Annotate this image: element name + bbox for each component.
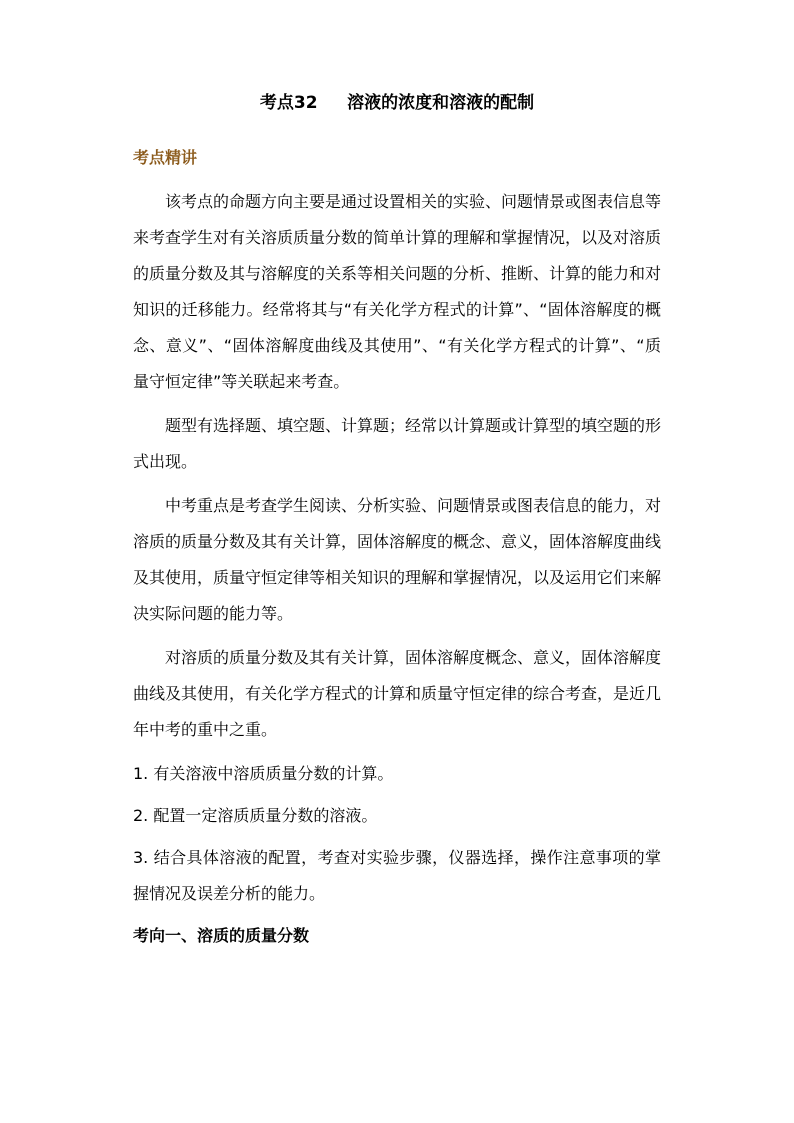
page-title: 考点32 溶液的浓度和溶液的配制 <box>259 93 535 113</box>
document-page <box>133 88 661 954</box>
section-label: 考点精讲 <box>133 148 198 167</box>
paragraph: 对溶质的质量分数及其有关计算，固体溶解度概念、意义，固体溶解度曲线及其使用，有关化学方程式的计算和质量守恒定律的综合考查，是近几年中考的重中之重。 <box>133 648 662 739</box>
list-item: 2. 配置一定溶质质量分数的溶液。 <box>133 806 378 825</box>
paragraph: 该考点的命题方向主要是通过设置相关的实验、问题情景或图表信息等来考查学生对有关溶质质量分数的简单计算的理解和掌握情况，以及对溶质的质量分数及其与溶解度的关系等相关问题的分析、推断、计算的能力和对知识的迁移能力。经常将其与“有关化学方程式的计算”、“固体溶解度的概念、意义”、“固体溶解度曲线及其使用”、“有关化学方程式的计算”、“质量守恒定律”等关联起来考查。 <box>133 192 662 391</box>
list-item: 3. 结合具体溶液的配置，考查对实验步骤，仪器选择，操作注意事项的掌握情况及误差分析的能力。 <box>133 848 661 903</box>
list-item: 1. 有关溶液中溶质质量分数的计算。 <box>133 764 394 783</box>
numbered-list <box>133 756 661 912</box>
subheading: 考向一、溶质的质量分数 <box>133 926 310 945</box>
paragraph-list <box>133 184 661 748</box>
paragraph: 题型有选择题、填空题、计算题；经常以计算题或计算型的填空题的形式出现。 <box>133 416 662 471</box>
paragraph: 中考重点是考查学生阅读、分析实验、问题情景或图表信息的能力，对溶质的质量分数及其有关计算，固体溶解度的概念、意义，固体溶解度曲线及其使用，质量守恒定律等相关知识的理解和掌握情况，以及运用它们来解决实际问题的能力等。 <box>133 496 662 623</box>
